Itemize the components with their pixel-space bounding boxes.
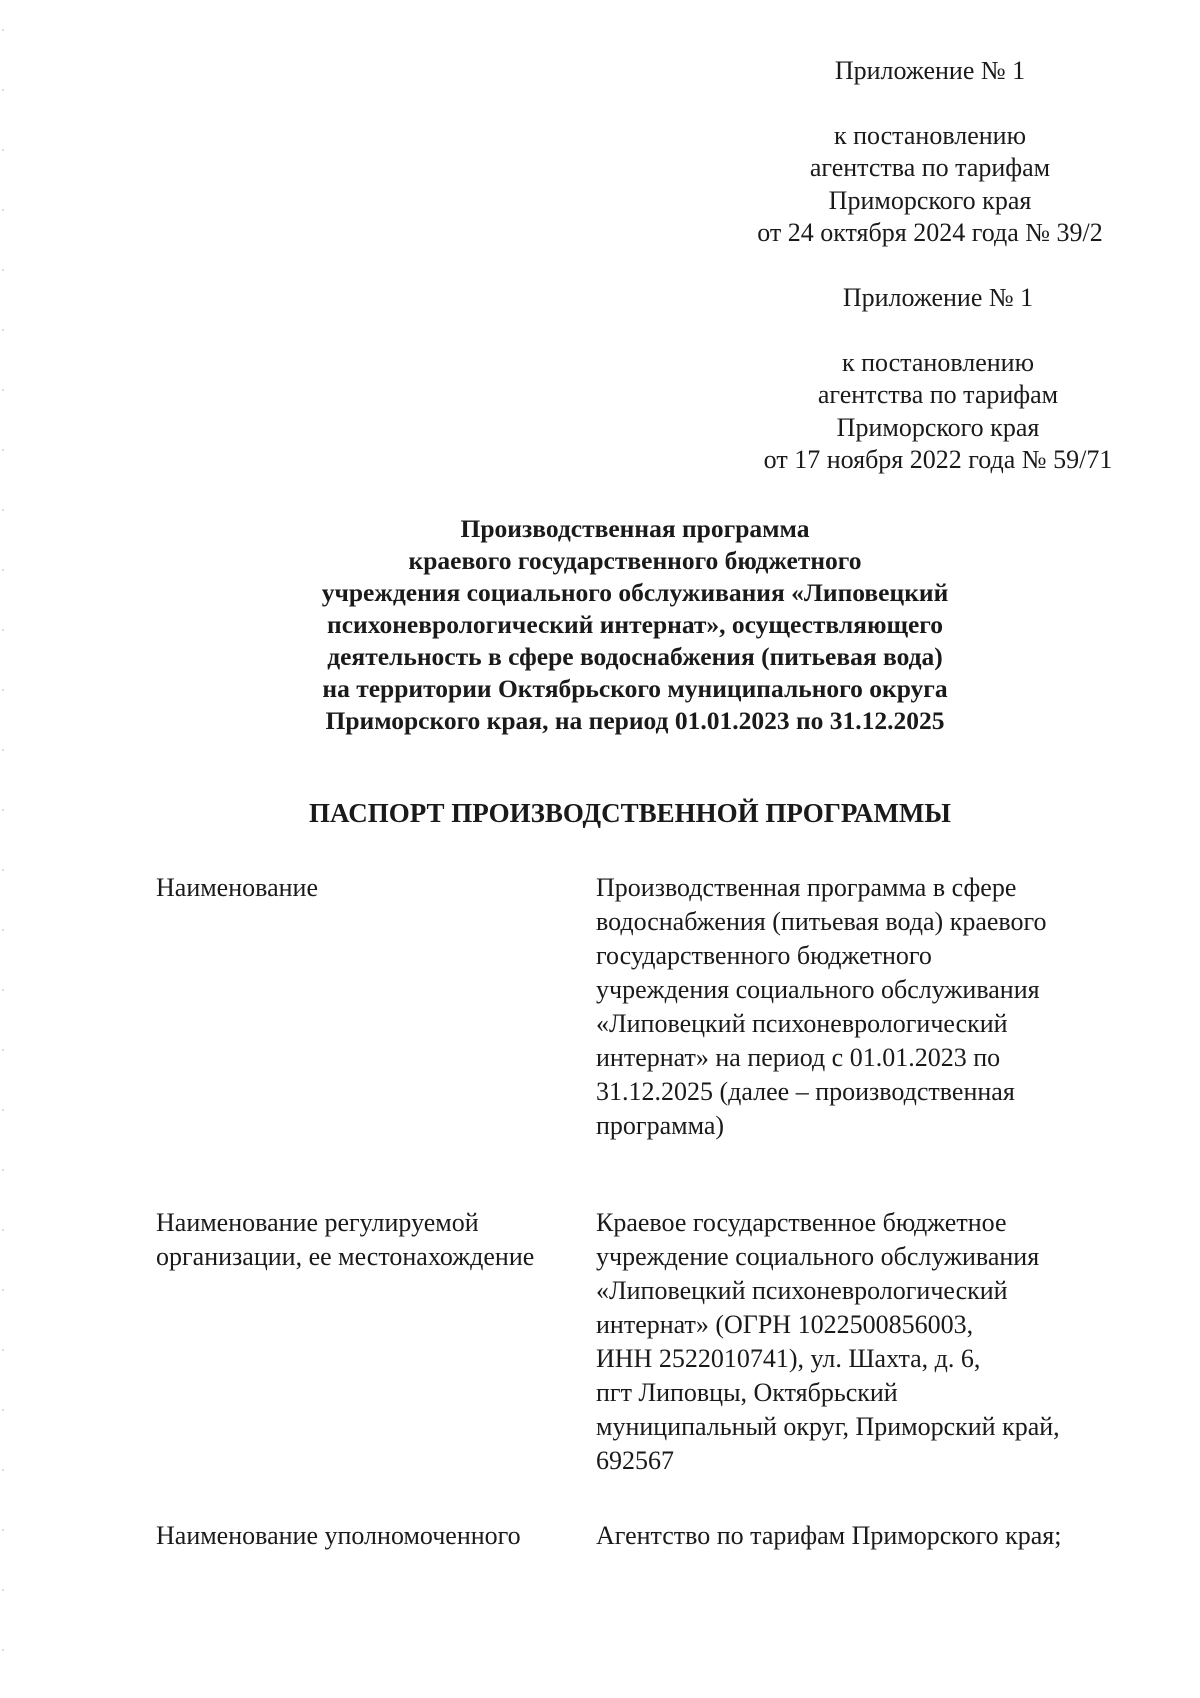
passport-value-line: муниципальный округ, Приморский край, — [596, 1412, 1060, 1441]
appendix-line: от 24 октября 2024 года № 39/2 — [757, 218, 1103, 247]
passport-label — [156, 1206, 586, 1274]
appendix-header-current — [710, 55, 1150, 250]
appendix-line: Приморского края — [828, 185, 1032, 215]
passport-label-line: Наименование — [156, 873, 318, 902]
passport-value — [596, 871, 1116, 1143]
passport-value-line: 692567 — [596, 1446, 674, 1475]
passport-value-line: программа) — [596, 1111, 725, 1140]
program-title-line: учреждения социального обслуживания «Липовецкий — [321, 578, 949, 607]
passport-value-line: учреждения социального обслуживания — [596, 975, 1040, 1004]
passport-value-line: «Липовецкий психоневрологический — [596, 1276, 1008, 1305]
appendix-line: от 17 ноября 2022 года № 59/71 — [763, 445, 1113, 474]
passport-label — [156, 871, 586, 905]
passport-value-line: Производственная программа в сфере — [596, 873, 1017, 902]
program-title-line: краевого государственного бюджетного — [408, 546, 862, 575]
program-title-line: на территории Октябрьского муниципального округа — [322, 674, 948, 703]
program-title-line: психоневрологический интернат», осуществляющего — [327, 610, 943, 639]
appendix-line: к постановлению — [833, 120, 1027, 150]
appendix-line: Приморского края — [836, 412, 1040, 442]
passport-heading: ПАСПОРТ ПРОИЗВОДСТВЕННОЙ ПРОГРАММЫ — [309, 798, 951, 828]
appendix-line: агентства по тарифам — [817, 380, 1059, 409]
appendix-title: Приложение № 1 — [834, 56, 1026, 85]
passport-value-line: интернат» на период с 01.01.2023 по — [596, 1043, 1001, 1072]
passport-value — [596, 1519, 1116, 1553]
passport-value-line: Агентство по тарифам Приморского края; — [596, 1521, 1062, 1550]
appendix-line: агентства по тарифам — [809, 153, 1051, 182]
passport-value-line: 31.12.2025 (далее – производственная — [596, 1077, 1015, 1106]
appendix-header-previous — [718, 282, 1158, 477]
scan-margin-artifact — [0, 0, 6, 1698]
passport-value-line: ИНН 2522010741), ул. Шахта, д. 6, — [596, 1344, 981, 1373]
passport-label-line: организации, ее местонахождение — [156, 1242, 535, 1271]
appendix-line: к постановлению — [841, 347, 1035, 377]
program-title — [200, 513, 1070, 737]
passport-value-line: государственного бюджетного — [596, 941, 932, 970]
passport-value-line: учреждение социального обслуживания — [596, 1242, 1040, 1271]
passport-value-line: Краевое государственное бюджетное — [596, 1208, 1007, 1237]
passport-value-line: интернат» (ОГРН 1022500856003, — [596, 1310, 974, 1339]
appendix-title: Приложение № 1 — [842, 283, 1034, 312]
passport-value — [596, 1206, 1116, 1478]
passport-label — [156, 1519, 586, 1553]
passport-value-line: «Липовецкий психоневрологический — [596, 1009, 1008, 1038]
program-title-line: Приморского края, на период 01.01.2023 по 31.12.2025 — [325, 706, 945, 735]
program-title-line: деятельность в сфере водоснабжения (питьевая вода) — [327, 642, 943, 671]
program-title-line: Производственная программа — [460, 514, 810, 543]
passport-value-line: водоснабжения (питьевая вода) краевого — [596, 907, 1047, 936]
passport-label-line: Наименование регулируемой — [156, 1208, 479, 1237]
passport-value-line: пгт Липовцы, Октябрьский — [596, 1378, 898, 1407]
passport-label-line: Наименование уполномоченного — [156, 1521, 521, 1550]
